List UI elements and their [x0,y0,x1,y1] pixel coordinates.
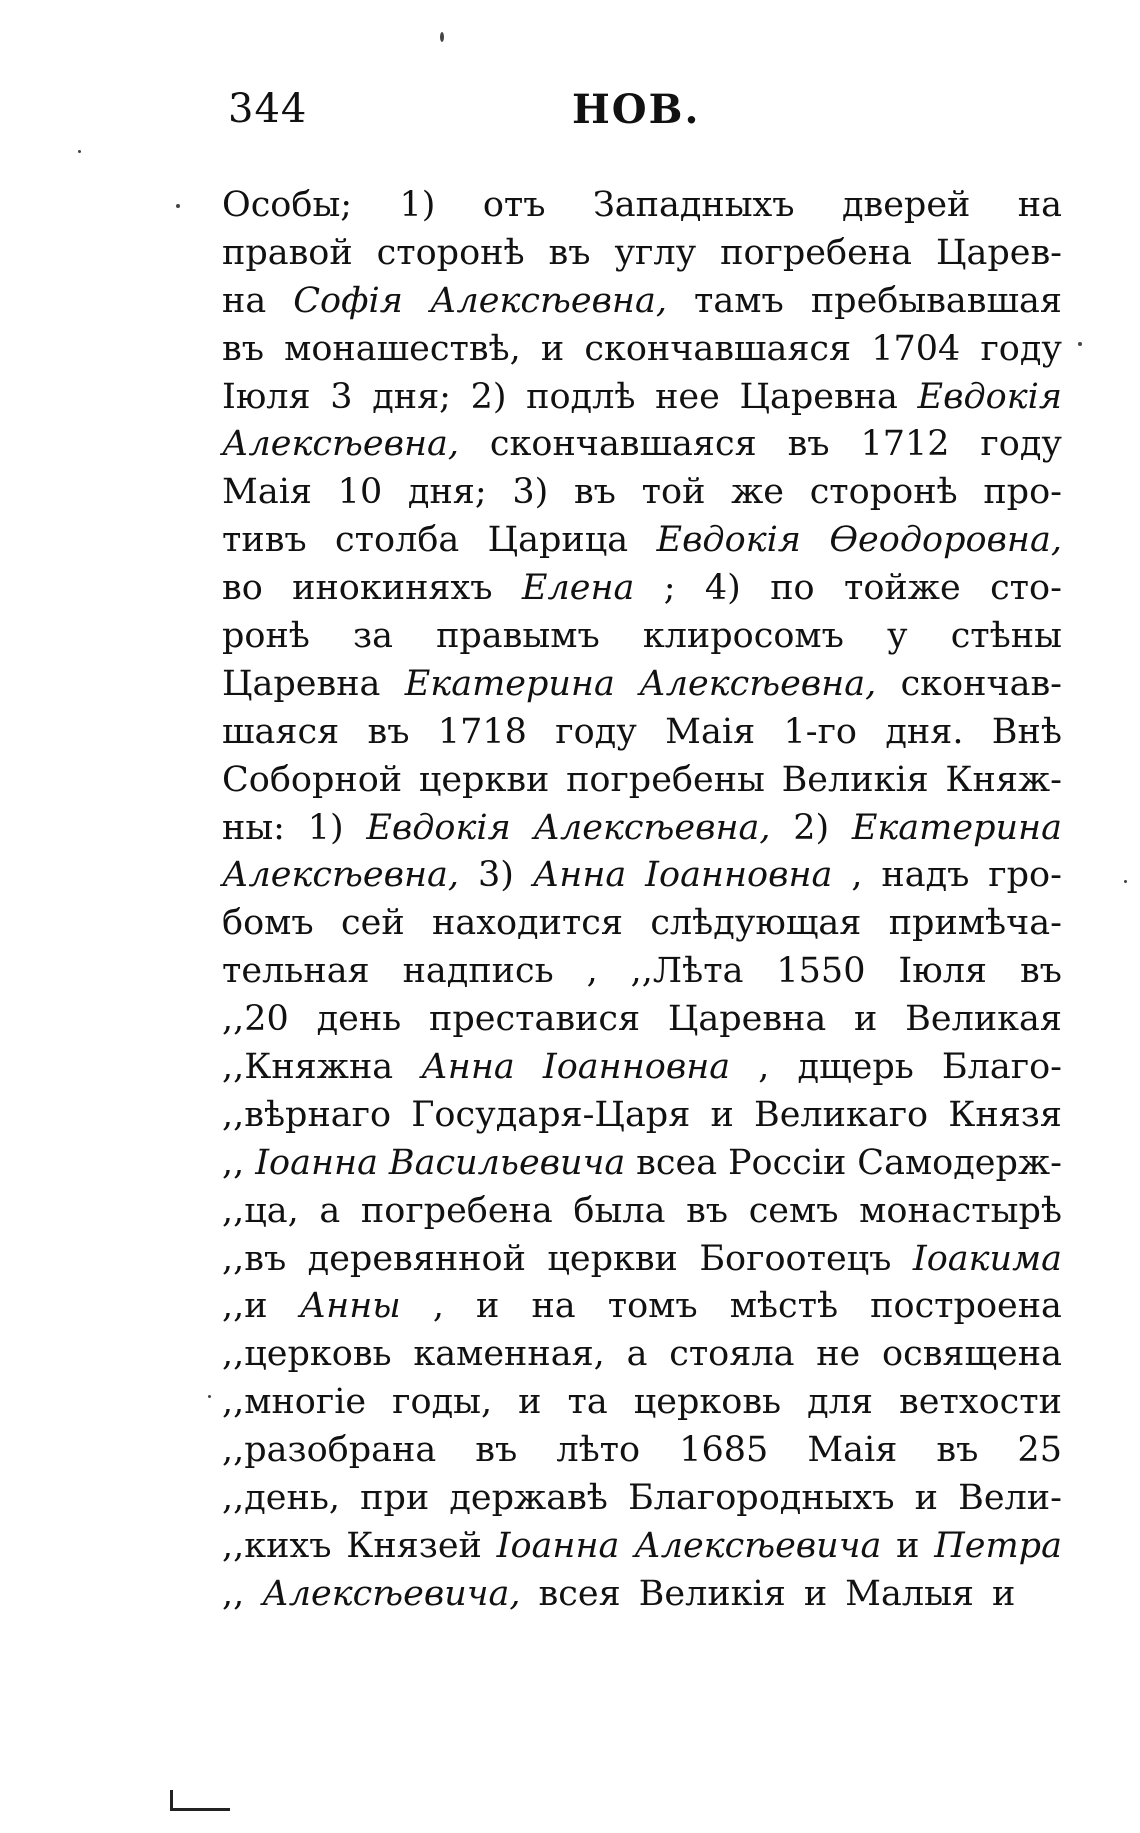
word: подлѣ [526,376,636,417]
word: надъ [881,855,970,896]
word: ,,Княжна [222,1047,394,1088]
word: Маія [222,472,312,513]
word: той [641,472,706,513]
text-line [222,805,1062,853]
text-line [222,948,1062,996]
word: и [518,1382,542,1423]
word: Царевна [739,376,898,417]
text-line [222,374,1062,422]
word: мѣстѣ [729,1286,839,1327]
word: бомъ [222,903,314,944]
word: Князя [948,1094,1062,1135]
word: за [353,616,393,657]
word: Соборной [222,759,403,800]
word: а [319,1190,341,1231]
text-line [222,613,1062,661]
italic-word: Алексѣевна, [222,424,460,465]
word: шаяся [222,711,340,752]
word: Великаго [753,1094,929,1135]
word: погребены [566,759,765,800]
text-line [222,421,1062,469]
italic-word: Алексѣевна, [222,855,460,896]
word: находится [432,903,623,944]
word: Благо- [941,1047,1062,1088]
word: Царевна [667,999,827,1040]
word: годы, [392,1382,493,1423]
word: сто- [990,568,1062,609]
word: въ [475,1430,518,1471]
word: ветхости [899,1382,1062,1423]
word: на [222,280,267,321]
text-line [222,709,1062,757]
word: , [758,1047,770,1088]
word: Князей [346,1525,482,1566]
word: про- [983,472,1062,513]
word: томъ [607,1286,698,1327]
body-text [222,182,1062,1619]
word: не [816,1334,861,1375]
word: 3) [477,855,514,896]
word: ,, [222,1573,245,1614]
word: въ [936,1430,979,1471]
word: Россіи [728,1142,847,1183]
text-line [222,996,1062,1044]
word: инокиняхъ [292,568,493,609]
text-line [222,757,1062,805]
text-line [222,900,1062,948]
word: Іюля [222,376,311,417]
word: скончавшаяся [584,328,852,369]
word: сторонѣ [809,472,958,513]
text-line [222,1140,1062,1188]
word: 1) [399,185,436,225]
word: Великія [638,1573,786,1614]
word: Внѣ [991,711,1062,752]
text-line [222,182,1062,230]
corner-mark-vertical [170,1790,173,1810]
text-line [222,565,1062,613]
word: 1718 [437,711,527,752]
word: ,,ца, [222,1190,299,1231]
italic-word: Алексѣевна, [639,663,877,704]
word: Государя-Царя [411,1094,691,1135]
word: въ [548,232,591,273]
word: и [896,1525,920,1566]
word: освящена [882,1334,1062,1375]
word: ,,въ [222,1238,287,1279]
italic-word: Іоанна [255,1142,378,1183]
italic-word: Іоанновна [645,855,833,896]
word: и [710,1094,734,1135]
word: ,,Лѣта [630,951,744,992]
word: , [586,951,598,992]
word: и [854,999,878,1040]
word: Благородныхъ [628,1478,895,1519]
italic-word: Алексѣевича [634,1525,882,1566]
italic-word: Анны [299,1286,401,1327]
italic-word: Евдокія [366,807,511,848]
word: деревянной [307,1238,526,1279]
word: тельная [222,951,370,992]
word: въ [787,424,830,465]
text-line [222,1044,1062,1092]
word: скончав- [900,663,1062,704]
text-line [222,661,1062,709]
word: 1704 [871,328,961,369]
word: Вели- [958,1478,1062,1519]
word: 3 [330,376,353,417]
word: построена [870,1286,1062,1327]
word: 1) [307,807,344,848]
word: ,,день, [222,1478,341,1519]
word: Княж- [945,759,1062,800]
word: , [851,855,863,896]
word: всея [538,1573,621,1614]
word: 1550 [776,951,866,992]
word: Царев- [935,232,1062,273]
word: Самодерж- [857,1142,1062,1183]
word: ,,вѣрнаго [222,1094,392,1135]
italic-word: Іоанновна [542,1047,731,1088]
word: погребена [360,1190,553,1231]
word: клиросомъ [642,616,844,657]
word: сей [341,903,405,944]
word: въ [686,1190,729,1231]
italic-word: Іоанна [496,1525,620,1566]
word: дня; [372,376,451,417]
word: ,, [222,1142,245,1183]
word: въ [573,472,616,513]
word: и [914,1478,938,1519]
word: каменная, [413,1334,605,1375]
word: церкви [547,1238,678,1279]
italic-word: Васильевича [388,1142,626,1183]
word: по [770,568,815,609]
text-line [222,1283,1062,1331]
word: стѣны [950,616,1062,657]
text-line [222,230,1062,278]
word: Особы; [222,185,353,225]
word: и [540,328,565,369]
word: правымъ [436,616,600,657]
word: году [555,711,637,752]
word: Царица [487,520,629,561]
word: Великая [905,999,1062,1040]
word: Царевна [222,663,381,704]
word: ; [663,568,676,609]
word: стояла [669,1334,795,1375]
italic-word: Алексѣевна, [429,280,667,321]
word: , [432,1286,444,1327]
corner-mark-horizontal [170,1808,230,1811]
text-line [222,517,1062,565]
text-line [222,1571,1062,1619]
word: Западныхъ [592,185,795,225]
italic-word: Алексѣевна, [533,807,771,848]
word: и [476,1286,500,1327]
word: надпись [402,951,554,992]
word: дня; [407,472,487,513]
word: монашествѣ, [284,328,521,369]
running-head: НОВ. [572,86,701,133]
word: году [980,328,1062,369]
word: пребывавшая [810,280,1062,321]
word: на [531,1286,576,1327]
word: углу [614,232,697,273]
word: 2) [793,807,830,848]
page-number: 344 [228,86,308,132]
text-line [222,1331,1062,1379]
word: примѣча- [888,903,1062,944]
text-line [222,1092,1062,1140]
word: у [887,616,908,657]
word: при [360,1478,430,1519]
word: церковь [633,1382,782,1423]
word: ,,кихъ [222,1525,332,1566]
word: та [567,1382,608,1423]
word: году [980,424,1062,465]
word: Великія [781,759,929,800]
word: преставися [429,999,641,1040]
word: слѣдующая [650,903,862,944]
word: тамъ [694,280,784,321]
text-line [222,1427,1062,1475]
word: въ [1019,951,1062,992]
word: 25 [1017,1430,1062,1471]
word: державѣ [449,1478,608,1519]
word: ,,20 [222,999,289,1040]
word: ,,разобрана [222,1430,437,1471]
word: 1-го [783,711,858,752]
italic-word: Алексѣевича, [262,1573,521,1614]
word: а [626,1334,648,1375]
word: гро- [988,855,1062,896]
word: столба [335,520,460,561]
word: Маія [665,711,756,752]
italic-word: Екатерина [404,663,615,704]
text-line [222,1523,1062,1571]
word: всеа [636,1142,718,1183]
word: Маія [807,1430,898,1471]
word: ронѣ [222,616,310,657]
word: 2) [470,376,507,417]
italic-word: Софія [293,280,403,321]
italic-word: Елена [521,568,635,609]
word: на [1017,185,1062,225]
italic-word: Екатерина [851,807,1062,848]
word: семъ [748,1190,839,1231]
word: ,,и [222,1286,268,1327]
word: въ [367,711,410,752]
word: скончавшаяся [489,424,757,465]
italic-word: Анна [421,1047,515,1088]
word: была [573,1190,666,1231]
word: 10 [337,472,383,513]
word: церкви [418,759,550,800]
word: лѣто [556,1430,641,1471]
text-line [222,1188,1062,1236]
word: погребена [720,232,912,273]
word: тивъ [222,520,307,561]
word: въ [222,328,264,369]
word: 3) [512,472,549,513]
word: во [222,568,263,609]
italic-word: Евдокія [656,520,801,561]
word: 4) [704,568,741,609]
word: дня. [885,711,964,752]
italic-word: Петра [934,1525,1062,1566]
word: Малыя [845,1573,975,1614]
text-line [222,1475,1062,1523]
italic-word: Евдокія [917,376,1062,417]
text-line [222,326,1062,374]
word: день [316,999,402,1040]
word: и [803,1573,828,1614]
word: ,,церковь [222,1334,392,1375]
italic-word: Іоакима [912,1238,1062,1279]
text-line [222,1379,1062,1427]
word: 1712 [860,424,950,465]
word: дверей [841,185,971,225]
text-line [222,852,1062,900]
text-line [222,469,1062,517]
text-line [222,278,1062,326]
word: Іюля [898,951,988,992]
word: дщерь [797,1047,914,1088]
page-header [222,86,942,146]
word: 1685 [679,1430,769,1471]
word: тойже [844,568,961,609]
word: ,,многіе [222,1382,367,1423]
word: и [992,1573,1016,1614]
word: же [731,472,785,513]
word: для [807,1382,874,1423]
text-line [222,1236,1062,1284]
word: правой [222,232,353,273]
word: Богоотецъ [699,1238,892,1279]
word: монастырѣ [859,1190,1062,1231]
word: отъ [482,185,546,225]
word: ны: [222,807,285,848]
word: нее [655,376,720,417]
italic-word: Ѳеодоровна, [829,520,1062,561]
word: сторонѣ [376,232,525,273]
italic-word: Анна [532,855,627,896]
